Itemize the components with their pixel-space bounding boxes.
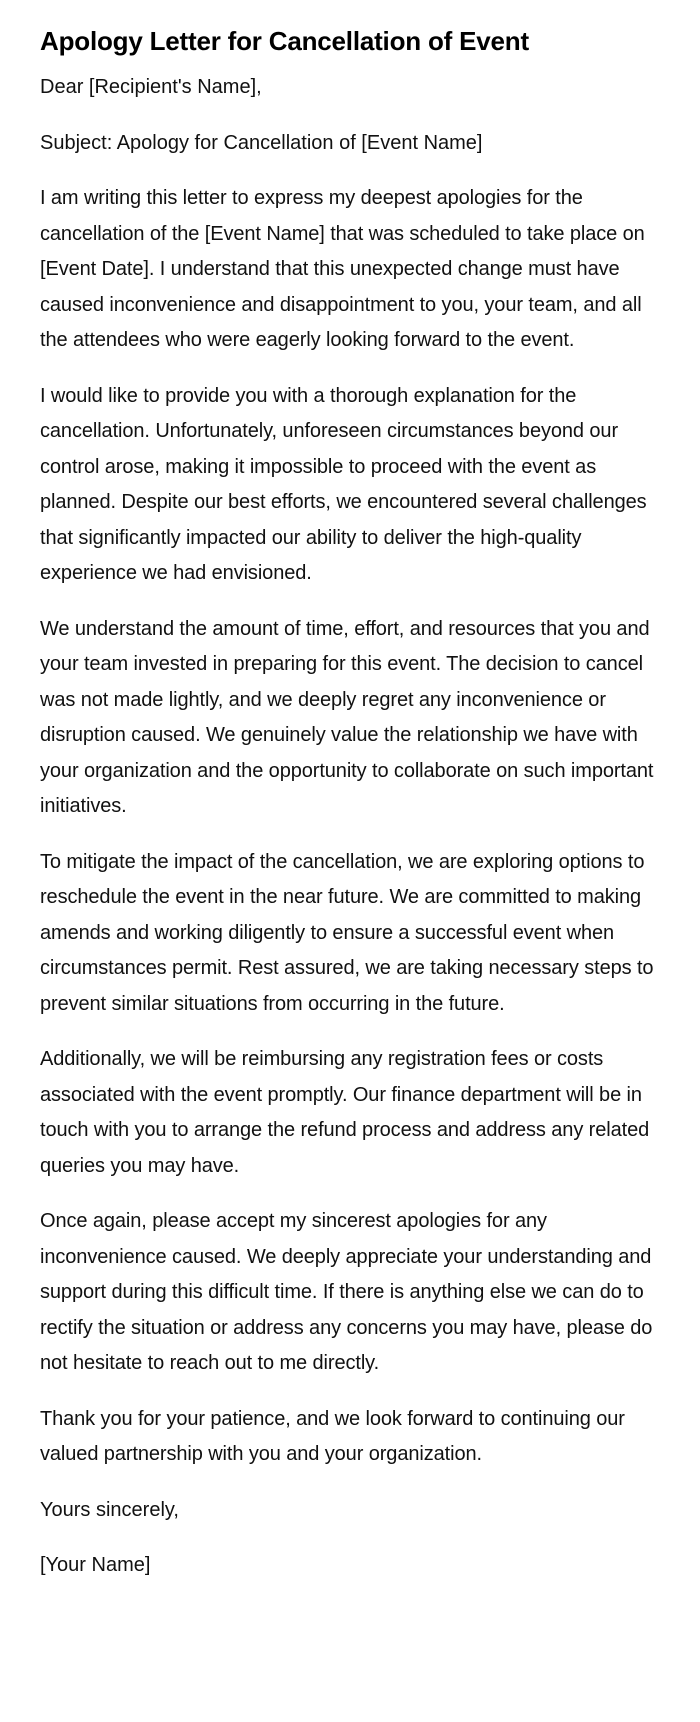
- letter-greeting: Dear [Recipient's Name],: [40, 76, 262, 98]
- letter-closing: Yours sincerely,: [40, 1498, 179, 1521]
- letter-paragraph-7: Thank you for your patience, and we look forward to continuing our valued partnership with you and your organization.: [40, 1407, 625, 1465]
- letter-subject: Subject: Apology for Cancellation of [Event Name]: [40, 131, 483, 154]
- letter-paragraph-1: I am writing this letter to express my deepest apologies for the cancellation of the [Event Name] that was scheduled to take place on [Event Date]. I understand that this unexpected change must have caused inconvenience and disappointment to you, your team, and all the attendees who were eagerly looking forward to the event.: [40, 187, 645, 351]
- letter-signature: [Your Name]: [40, 1554, 151, 1576]
- letter-paragraph-5: Additionally, we will be reimbursing any registration fees or costs associated with the event promptly. Our finance department will be in touch with you to arrange the refund process and address any related queries you may have.: [40, 1048, 650, 1177]
- letter-paragraph-3: We understand the amount of time, effort, and resources that you and your team invested in preparing for this event. The decision to cancel was not made lightly, and we deeply regret any inconvenience or disruption caused. We genuinely value the relationship we have with your organization and the opportunity to collaborate on such important initiatives.: [40, 617, 654, 817]
- letter-title: Apology Letter for Cancellation of Event: [40, 26, 529, 56]
- letter-paragraph-4: To mitigate the impact of the cancellation, we are exploring options to reschedule the event in the near future. We are committed to making amends and working diligently to ensure a successful event when circumstances permit. Rest assured, we are taking necessary steps to prevent similar situations from occurring in the future.: [40, 850, 654, 1015]
- letter-paragraph-6: Once again, please accept my sincerest apologies for any inconvenience caused. We deeply appreciate your understanding and support during this difficult time. If there is anything else we can do to rectify the situation or address any concerns you may have, please do not hesitate to reach out to me directly.: [40, 1210, 653, 1374]
- letter-paragraph-2: I would like to provide you with a thorough explanation for the cancellation. Unfortunately, unforeseen circumstances beyond our control arose, making it impossible to proceed with the event as planned. Despite our best efforts, we encountered several challenges that significantly impacted our ability to deliver the high-quality experience we had envisioned.: [40, 384, 647, 584]
